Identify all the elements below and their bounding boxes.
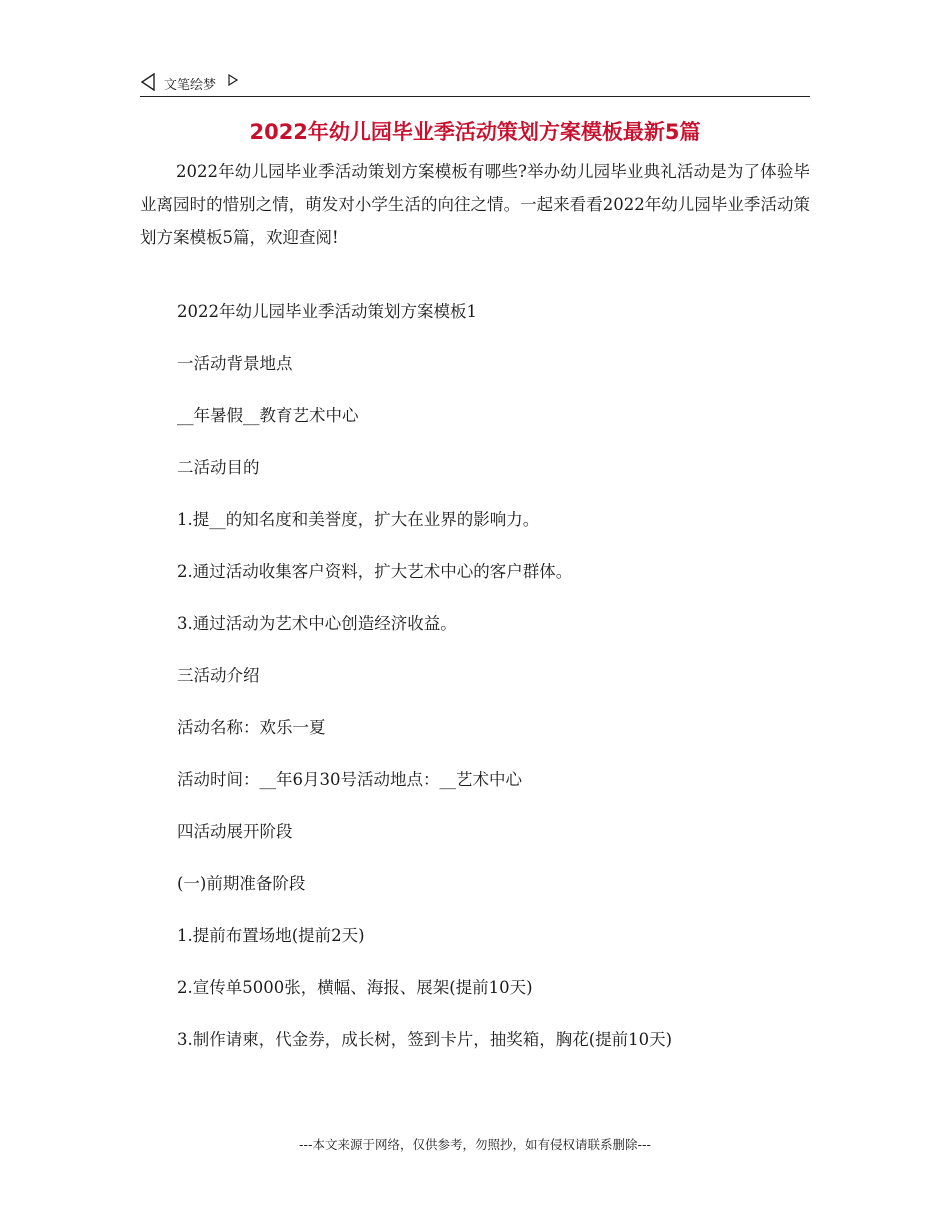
section-heading-background: 一活动背景地点 bbox=[177, 354, 293, 373]
paragraph-line: __年暑假__教育艺术中心 bbox=[177, 406, 359, 425]
section-heading-introduction: 三活动介绍 bbox=[177, 666, 260, 685]
section-heading-stages: 四活动展开阶段 bbox=[177, 822, 293, 841]
list-item: 1.提前布置场地(提前2天) bbox=[177, 926, 365, 945]
paragraph-line: 活动名称：欢乐一夏 bbox=[177, 718, 326, 737]
triangle-right-icon bbox=[228, 74, 238, 86]
document-title: 2022年幼儿园毕业季活动策划方案模板最新5篇 bbox=[249, 120, 701, 144]
list-item: 2.通过活动收集客户资料，扩大艺术中心的客户群体。 bbox=[177, 562, 573, 581]
list-item: 3.制作请柬，代金券，成长树，签到卡片，抽奖箱，胸花(提前10天) bbox=[177, 1030, 673, 1049]
triangle-left-icon bbox=[140, 73, 156, 91]
brand-name: 文笔绘梦 bbox=[164, 78, 217, 93]
footer-disclaimer: ---本文来源于网络，仅供参考，勿照抄，如有侵权请联系删除--- bbox=[298, 1137, 652, 1152]
list-item: 1.提__的知名度和美誉度，扩大在业界的影响力。 bbox=[177, 510, 540, 529]
paragraph-line: 活动时间：__年6月30号活动地点：__艺术中心 bbox=[177, 770, 522, 789]
list-item: 2.宣传单5000张，横幅、海报、展架(提前10天) bbox=[177, 978, 533, 997]
section-heading-template-1: 2022年幼儿园毕业季活动策划方案模板1 bbox=[177, 302, 477, 321]
subsection-heading-preparation: (一)前期准备阶段 bbox=[177, 874, 306, 893]
section-heading-purpose: 二活动目的 bbox=[177, 458, 260, 477]
page-header bbox=[140, 70, 810, 97]
list-item: 3.通过活动为艺术中心创造经济收益。 bbox=[177, 614, 457, 633]
intro-paragraph: 2022年幼儿园毕业季活动策划方案模板有哪些?举办幼儿园毕业典礼活动是为了体验毕业离园时的惜别之情，萌发对小学生活的向往之情。一起来看看2022年幼儿园毕业季活动策划方案模板5篇，欢迎查阅! bbox=[140, 162, 810, 247]
